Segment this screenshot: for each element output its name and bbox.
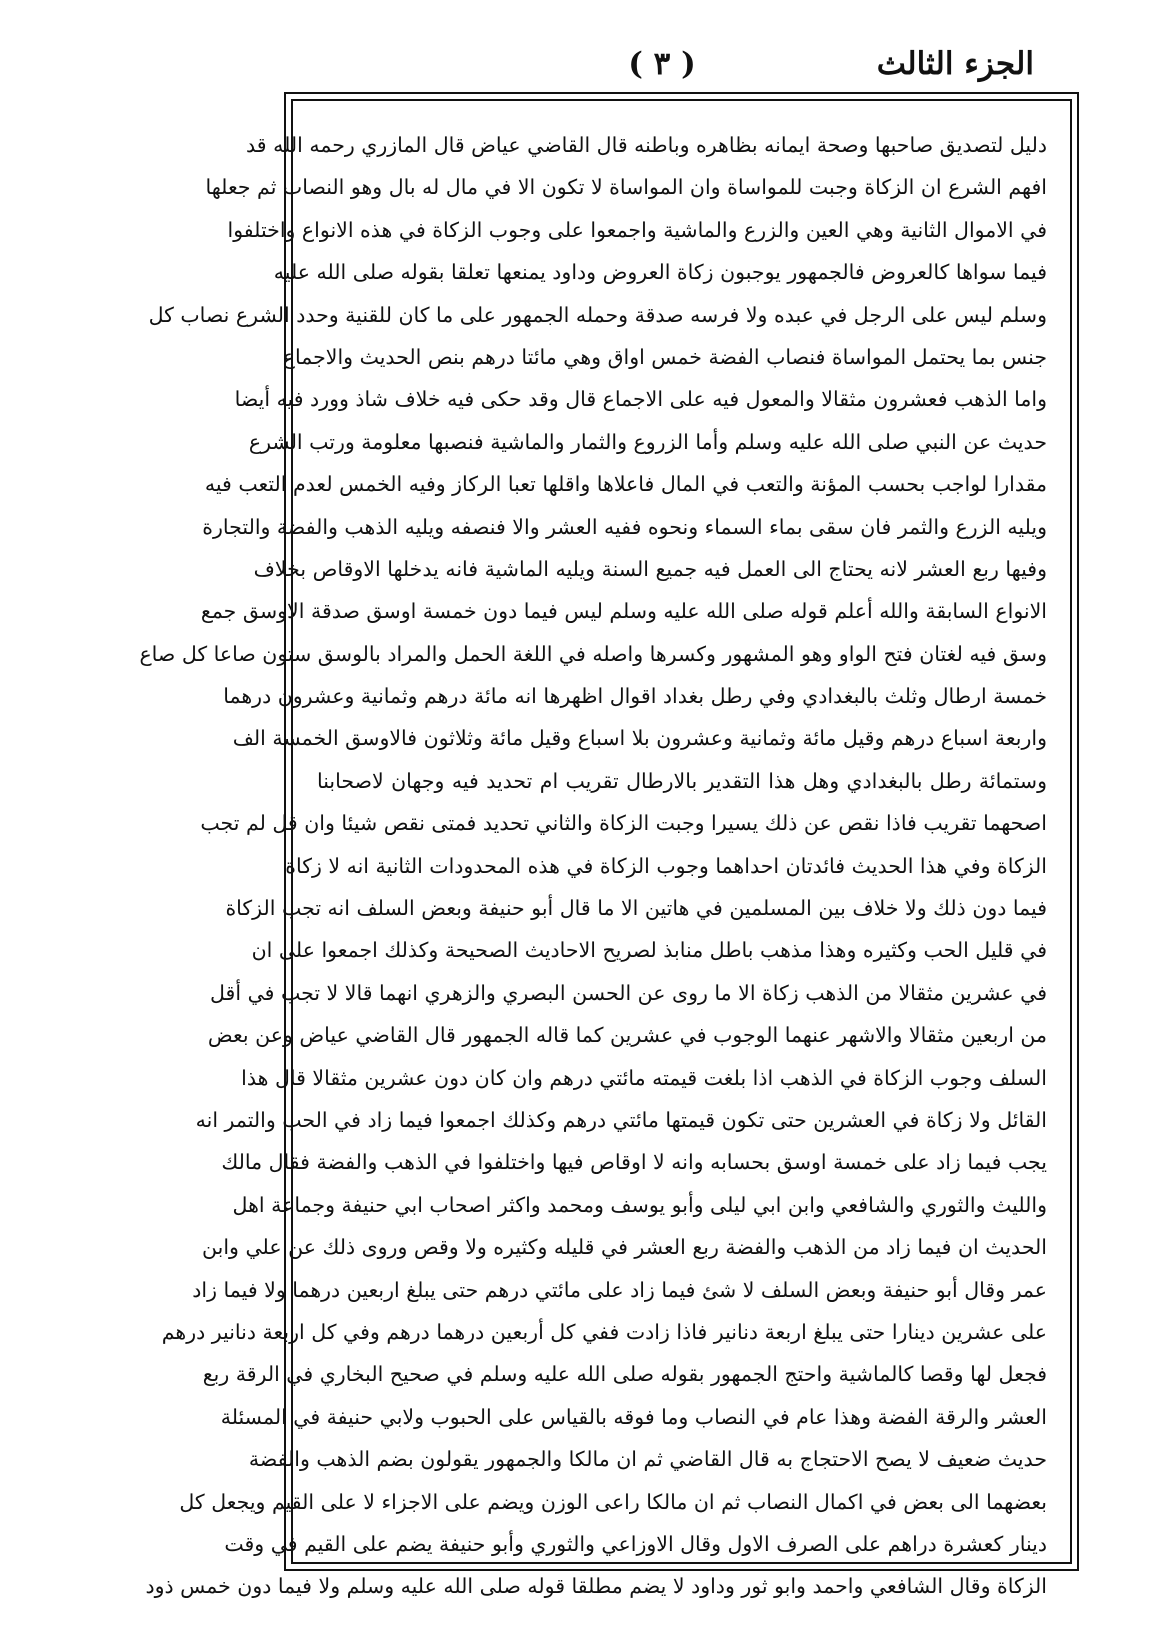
text-line: في الاموال الثانية وهي العين والزرع والماشية واجمعوا على وجوب الزكاة في هذه الانواع واختلفوا xyxy=(227,217,1047,242)
text-line: واربعة اسباع درهم وقيل مائة وثمانية وعشرون بلا اسباع وقيل مائة وثلاثون فالاوسق الخمسة الف xyxy=(232,726,1047,751)
text-line: في عشرين مثقالا من الذهب زكاة الا ما روى عن الحسن البصري والزهري انهما قالا لا تجب في أقل xyxy=(210,980,1047,1005)
text-line: مقدارا لواجب بحسب المؤنة والتعب في المال فاعلاها واقلها تعبا الركاز وفيه الخمس لعدم التعب فيه xyxy=(204,472,1047,497)
text-line: على عشرين دينارا حتى يبلغ اربعة دنانير فاذا زادت ففي كل أربعين درهما درهم وفي كل اربعة دنانير درهم xyxy=(161,1319,1047,1344)
text-line: افهم الشرع ان الزكاة وجبت للمواساة وان المواساة لا تكون الا في مال له بال وهو النصاب ثم جعلها xyxy=(205,175,1047,200)
text-line: من اربعين مثقالا والاشهر عنهما الوجوب في عشرين كما قاله الجمهور قال القاضي عياض وعن بعض xyxy=(207,1023,1047,1048)
text-line: فيما سواها كالعروض فالجمهور يوجبون زكاة العروض وداود يمنعها تعلقا بقوله صلى الله عليه xyxy=(273,260,1047,285)
text-line: الحديث ان فيما زاد من الذهب والفضة ربع العشر في قليله وكثيره ولا وقص وروى ذلك عن علي وابن xyxy=(202,1235,1047,1260)
text-line: دينار كعشرة دراهم على الصرف الاول وقال الاوزاعي والثوري وأبو حنيفة يضم على القيم في وقت xyxy=(224,1531,1047,1556)
text-line: حديث ضعيف لا يصح الاحتجاج به قال القاضي ثم ان مالكا والجمهور يقولون بضم الذهب والفضة xyxy=(248,1447,1047,1472)
text-line: الزكاة وقال الشافعي واحمد وابو ثور وداود لا يضم مطلقا قوله صلى الله عليه وسلم ولا فيما دون خمس ذود xyxy=(145,1574,1047,1599)
text-line: جنس بما يحتمل المواساة فنصاب الفضة خمس اواق وهي مائتا درهم بنص الحديث والاجماع xyxy=(282,344,1047,369)
text-line: الزكاة وفي هذا الحديث فائدتان احداهما وجوب الزكاة في هذه المحدودات الثانية انه لا زكاة xyxy=(285,853,1047,878)
text-line: وستمائة رطل بالبغدادي وهل هذا التقدير بالارطال تقريب ام تحديد فيه وجهان لاصحابنا xyxy=(317,768,1047,793)
text-line: يجب فيما زاد على خمسة اوسق بحسابه وانه لا اوقاص فيها واختلفوا في الذهب والفضة فقال مالك xyxy=(221,1150,1047,1175)
text-line: في قليل الحب وكثيره وهذا مذهب باطل منابذ لصريح الاحاديث الصحيحة وكذلك اجمعوا على ان xyxy=(251,938,1047,963)
text-line: العشر والرقة الفضة وهذا عام في النصاب وما فوقه بالقياس على الحبوب ولابي حنيفة في المسئلة xyxy=(220,1404,1047,1429)
text-line: القائل ولا زكاة في العشرين حتى تكون قيمتها مائتي درهم وكذلك اجمعوا فيما زاد في الحب والتمر انه xyxy=(195,1107,1047,1132)
text-line: عمر وقال أبو حنيفة وبعض السلف لا شئ فيما زاد على مائتي درهم حتى يبلغ اربعين درهما ولا فيما زاد xyxy=(192,1277,1047,1302)
page-number: ( ٣ ) xyxy=(628,46,696,82)
text-line: وسلم ليس على الرجل في عبده ولا فرسه صدقة وحمله الجمهور على ما كان للقنية وحدد الشرع نصاب كل xyxy=(148,302,1047,327)
text-line: دليل لتصديق صاحبها وصحة ايمانه بظاهره وباطنه قال القاضي عياض قال المازري رحمه الله قد xyxy=(246,133,1047,157)
text-line: وسق فيه لغتان فتح الواو وهو المشهور وكسرها واصله في اللغة الحمل والمراد بالوسق ستون صاعا كل صاع xyxy=(139,641,1047,666)
text-line: وفيها ربع العشر لانه يحتاج الى العمل فيه جميع السنة ويليه الماشية فانه يدخلها الاوقاص بخلاف xyxy=(253,556,1047,581)
text-line: حديث عن النبي صلى الله عليه وسلم وأما الزروع والثمار والماشية فنصبها معلومة ورتب الشرع xyxy=(248,429,1047,454)
text-line: فيما دون ذلك ولا خلاف بين المسلمين في هاتين الا ما قال أبو حنيفة وبعض السلف انه تجب الزكاة xyxy=(225,896,1047,921)
text-line: فجعل لها وقصا كالماشية واحتج الجمهور بقوله صلى الله عليه وسلم في صحيح البخاري في الرقة ربع xyxy=(202,1362,1047,1387)
text-line: الانواع السابقة والله أعلم قوله صلى الله عليه وسلم ليس فيما دون خمسة اوسق صدقة الاوسق جمع xyxy=(200,599,1047,624)
page-header xyxy=(290,44,1034,90)
text-line: السلف وجوب الزكاة في الذهب اذا بلغت قيمته مائتي درهم وان كان دون عشرين مثقالا قال هذا xyxy=(241,1065,1047,1090)
text-line: خمسة ارطال وثلث بالبغدادي وفي رطل بغداد اقوال اظهرها انه مائة درهم وثمانية وعشرون درهما xyxy=(223,684,1047,709)
text-line: ويليه الزرع والثمر فان سقى بماء السماء ونحوه ففيه العشر والا فنصفه ويليه الذهب والفضة والتجارة xyxy=(202,514,1047,539)
text-line: بعضهما الى بعض في اكمال النصاب ثم ان مالكا راعى الوزن ويضم على الاجزاء لا على القيم ويجعل كل xyxy=(179,1489,1047,1514)
text-line: والليث والثوري والشافعي وابن ابي ليلى وأبو يوسف ومحمد واكثر اصحاب ابي حنيفة وجماعة اهل xyxy=(232,1192,1047,1217)
body-text xyxy=(139,124,1047,1608)
running-title: الجزء الثالث xyxy=(876,46,1034,82)
text-line: اصحهما تقريب فاذا نقص عن ذلك يسيرا وجبت الزكاة والثاني تحديد فمتى نقص شيئا وان قل لم تجب xyxy=(200,811,1047,836)
text-line: واما الذهب فعشرون مثقالا والمعول فيه على الاجماع قال وقد حكى فيه خلاف شاذ وورد فيه أيضا xyxy=(234,387,1047,412)
